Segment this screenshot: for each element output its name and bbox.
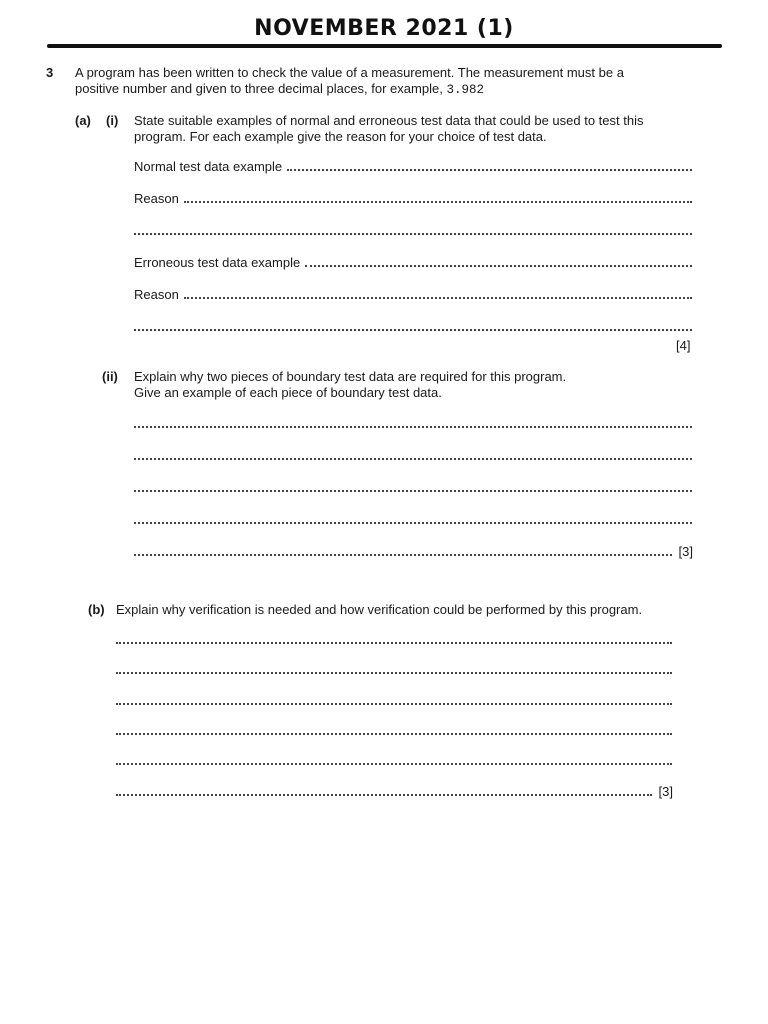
dotted-line (134, 522, 692, 524)
dotted-line (116, 733, 672, 735)
question-number: 3 (46, 65, 54, 80)
part-b-label: (b) (88, 602, 105, 617)
dotted-line (116, 763, 672, 765)
part-b-answer-line-3[interactable] (116, 694, 672, 706)
part-a-ii-text-line-2: Give an example of each piece of boundary test data. (134, 385, 442, 400)
part-a-ii-answer-line-3[interactable] (134, 481, 692, 493)
dotted-line (116, 642, 672, 644)
part-a-i-marks: [4] (676, 338, 691, 353)
dotted-line (134, 554, 672, 556)
example-value: 3.982 (446, 83, 484, 97)
part-a-ii-answer-line-4[interactable] (134, 513, 692, 525)
dotted-line (134, 329, 692, 331)
erroneous-reason-answer-line[interactable] (134, 288, 692, 300)
dotted-line (134, 490, 692, 492)
dotted-line (116, 672, 672, 674)
part-a-i-label: (i) (106, 113, 119, 128)
dotted-line (184, 297, 692, 299)
normal-test-data-label: Normal test data example (134, 159, 283, 174)
part-a-ii-answer-line-1[interactable] (134, 417, 692, 429)
part-b-answer-line-1[interactable] (116, 633, 672, 645)
title-underline (47, 44, 722, 48)
question-intro-line-1: A program has been written to check the value of a measurement. The measurement must be a (75, 65, 624, 80)
part-a-i-text-line-2: program. For each example give the reason for your choice of test data. (134, 129, 547, 144)
part-a-ii-text-line-1: Explain why two pieces of boundary test data are required for this program. (134, 369, 567, 384)
dotted-line (116, 794, 652, 796)
part-a-ii-answer-line-5[interactable] (134, 545, 693, 557)
reason-label: Reason (134, 287, 179, 302)
normal-reason-answer-line[interactable] (134, 192, 692, 204)
part-a-i-text-line-1: State suitable examples of normal and erroneous test data that could be used to test this (134, 113, 644, 128)
dotted-line (116, 703, 672, 705)
erroneous-reason-answer-line-2[interactable] (134, 320, 692, 332)
part-b-marks: [3] (658, 784, 673, 799)
erroneous-test-data-answer-line[interactable] (134, 256, 692, 268)
dotted-line (184, 201, 692, 203)
dotted-line (287, 169, 692, 171)
question-intro-text: positive number and given to three decimal places, for example, (75, 81, 443, 96)
dotted-line (134, 426, 692, 428)
normal-reason-answer-line-2[interactable] (134, 224, 692, 236)
dotted-line (134, 458, 692, 460)
dotted-line (305, 265, 692, 267)
question-intro-line-2 (75, 81, 484, 98)
part-b-answer-line-5[interactable] (116, 754, 672, 766)
part-b-answer-line-6[interactable] (116, 785, 673, 797)
part-a-ii-marks: [3] (678, 544, 693, 559)
part-b-text: Explain why verification is needed and how verification could be performed by this program. (116, 602, 643, 617)
erroneous-test-data-label: Erroneous test data example (134, 255, 301, 270)
normal-test-data-answer-line[interactable] (134, 160, 692, 172)
part-b-answer-line-2[interactable] (116, 663, 672, 675)
dotted-line (134, 233, 692, 235)
part-a-label: (a) (75, 113, 91, 128)
page-title: NOVEMBER 2021 (1) (254, 16, 514, 41)
part-a-ii-label: (ii) (102, 369, 118, 384)
reason-label: Reason (134, 191, 179, 206)
part-b-answer-line-4[interactable] (116, 724, 672, 736)
part-a-ii-answer-line-2[interactable] (134, 449, 692, 461)
